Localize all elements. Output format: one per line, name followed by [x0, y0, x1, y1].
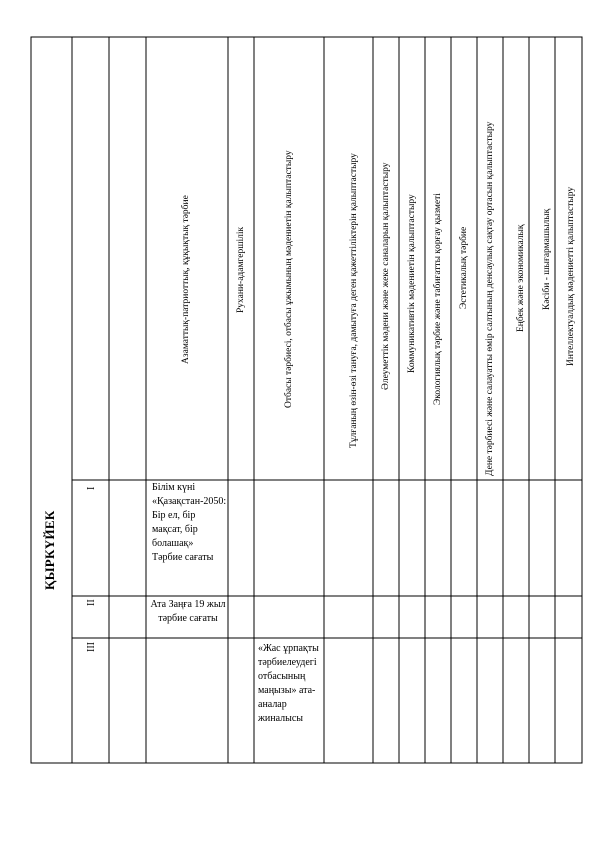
header-aesthetic: Эстетикалық тәрбие	[459, 226, 469, 309]
header-social-cultural: Әлеуметтік мәдени және жеке саналарын қалыптастыру	[381, 162, 391, 390]
header-physical-health: Дене тәрбиесі және салауатты өмір салтының денсаулық сақтау ортасын қалыптастыру	[485, 121, 495, 476]
week3-family-event: «Жас ұрпақты тәрбиелеудегі отбасының маңызы» ата-аналар жиналысы	[258, 643, 319, 724]
header-labor-economic: Еңбек және экономикалық	[516, 224, 526, 332]
header-spiritual-moral: Рухани-адамгершілік	[236, 226, 246, 313]
week-number-2: II	[86, 599, 97, 606]
header-professional-creative: Кәсіби - шығармашылық	[542, 208, 552, 310]
header-ecological: Экологиялық тәрбие және табиғатты қорғау қызметі	[433, 193, 443, 405]
header-intellectual-culture: Интеллектуалдық мәдениетті қалыптастыру	[566, 186, 576, 366]
week-number-3: III	[86, 642, 97, 652]
month-label: ҚЫРКҮЙЕК	[42, 510, 57, 590]
week2-civic-event: Ата Заңға 19 жыл тәрбие сағаты	[150, 599, 226, 624]
header-civic-patriotic: Азаматтық-патриоттық, құқықтық тәрбие	[181, 195, 191, 364]
week-number-1: I	[86, 486, 97, 490]
header-family-education: Отбасы тәрбиесі, отбасы ұжымының мәдениетін қалыптастыру	[284, 150, 294, 408]
week1-civic-event: Білім күні «Қазақстан-2050: Бір ел, бір мақсат, бір болашақ» Тәрбие сағаты	[152, 482, 227, 563]
header-self-development: Тұлғаның өзін-өзі тануға, дамытуға деген қажеттіліктерін қалыптастыру	[349, 153, 359, 448]
header-communicative: Коммуникативтік мәдениетін қалыптастыру	[407, 194, 417, 373]
